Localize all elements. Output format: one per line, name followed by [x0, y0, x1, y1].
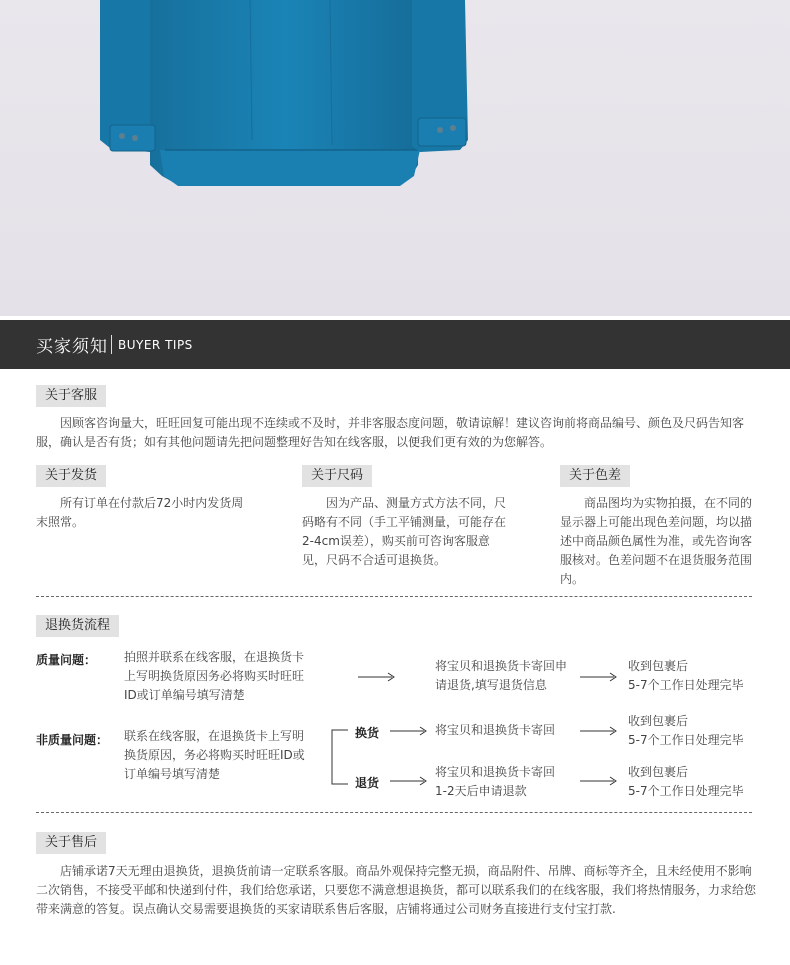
shipping-text: 所有订单在付款后72小时内发货周末照常。 [36, 496, 244, 529]
quality-issue-label: 质量问题： [36, 653, 97, 667]
arrow-right-icon [358, 671, 396, 683]
divider-2 [36, 812, 752, 813]
exchange-result-line2: 5-7个工作日处理完毕 [628, 733, 744, 747]
divider-1 [36, 596, 752, 597]
return-label: 退货 [355, 776, 380, 790]
quality-step1: 拍照并联系在线客服，在退换货卡上写明换货原因务必将购买时旺旺ID或订单编号填写清楚 [124, 650, 305, 702]
customer-service-tag: 关于客服 [36, 385, 106, 407]
buyer-tips-banner [0, 320, 790, 369]
return-result-line2: 5-7个工作日处理完毕 [628, 784, 744, 798]
non-quality-step1: 联系在线客服，在退换货卡上写明换货原因，务必将购买时旺旺ID或订单编号填写清楚 [124, 729, 305, 781]
customer-service-text: 因顾客咨询量大，旺旺回复可能出现不连续或不及时，并非客服态度问题，敬请谅解！建议咨询前将商品编号、颜色及尺码告知客服，确认是否有货；如有其他问题请先把问题整理好告知在线客服，以便我们更有效的为您解答。 [36, 416, 745, 449]
product-photo [0, 0, 790, 316]
arrow-right-icon [580, 725, 618, 737]
quality-step2: 将宝贝和退换货卡寄回申请退货,填写退货信息 [435, 659, 568, 692]
arrow-right-icon [390, 725, 428, 737]
exchange-label: 换货 [355, 726, 380, 740]
arrow-right-icon [390, 775, 428, 787]
banner-separator [111, 335, 112, 354]
jacket-image [0, 0, 790, 316]
color-text: 商品图均为实物拍摄，在不同的显示器上可能出现色差问题，均以描述中商品颜色属性为准，或先咨询客服核对。色差问题不在退货服务范围内。 [560, 496, 753, 586]
return-process-tag: 退换货流程 [36, 615, 119, 637]
exchange-result-line1: 收到包裹后 [628, 714, 689, 728]
quality-result-line2: 5-7个工作日处理完毕 [628, 678, 744, 692]
arrow-right-icon [580, 671, 618, 683]
arrow-right-icon [580, 775, 618, 787]
non-quality-issue-label: 非质量问题： [36, 733, 109, 747]
exchange-step: 将宝贝和退换货卡寄回 [435, 723, 556, 737]
shipping-tag: 关于发货 [36, 465, 106, 487]
after-sales-text: 店铺承诺7天无理由退换货，退换货前请一定联系客服。商品外观保持完整无损，商品附件、吊牌、商标等齐全，且未经使用不影响二次销售，不接受平邮和快递到付件，我们给您承诺，只要您不满意想退换货，都可以联系我们的在线客服，我们将热情服务，力求给您带来满意的答复。误点确认交易需要退换货的买家请联系售后客服，店铺将通过公司财务直接进行支付宝打款. [36, 864, 757, 916]
size-text: 因为产品、测量方式方法不同，尺码略有不同（手工平铺测量，可能存在2-4cm误差），购买前可咨询客服意见，尺码不合适可退换货。 [302, 496, 507, 567]
color-tag: 关于色差 [560, 465, 630, 487]
banner-title-en: BUYER TIPS [118, 338, 193, 352]
return-result-line1: 收到包裹后 [628, 765, 689, 779]
after-sales-tag: 关于售后 [36, 832, 106, 854]
return-step-line1: 将宝贝和退换货卡寄回 [435, 765, 556, 779]
banner-title-cn: 买家须知 [36, 337, 108, 357]
branch-bracket [330, 728, 350, 788]
quality-result-line1: 收到包裹后 [628, 659, 689, 673]
return-step-line2: 1-2天后申请退款 [435, 784, 527, 798]
size-tag: 关于尺码 [302, 465, 372, 487]
